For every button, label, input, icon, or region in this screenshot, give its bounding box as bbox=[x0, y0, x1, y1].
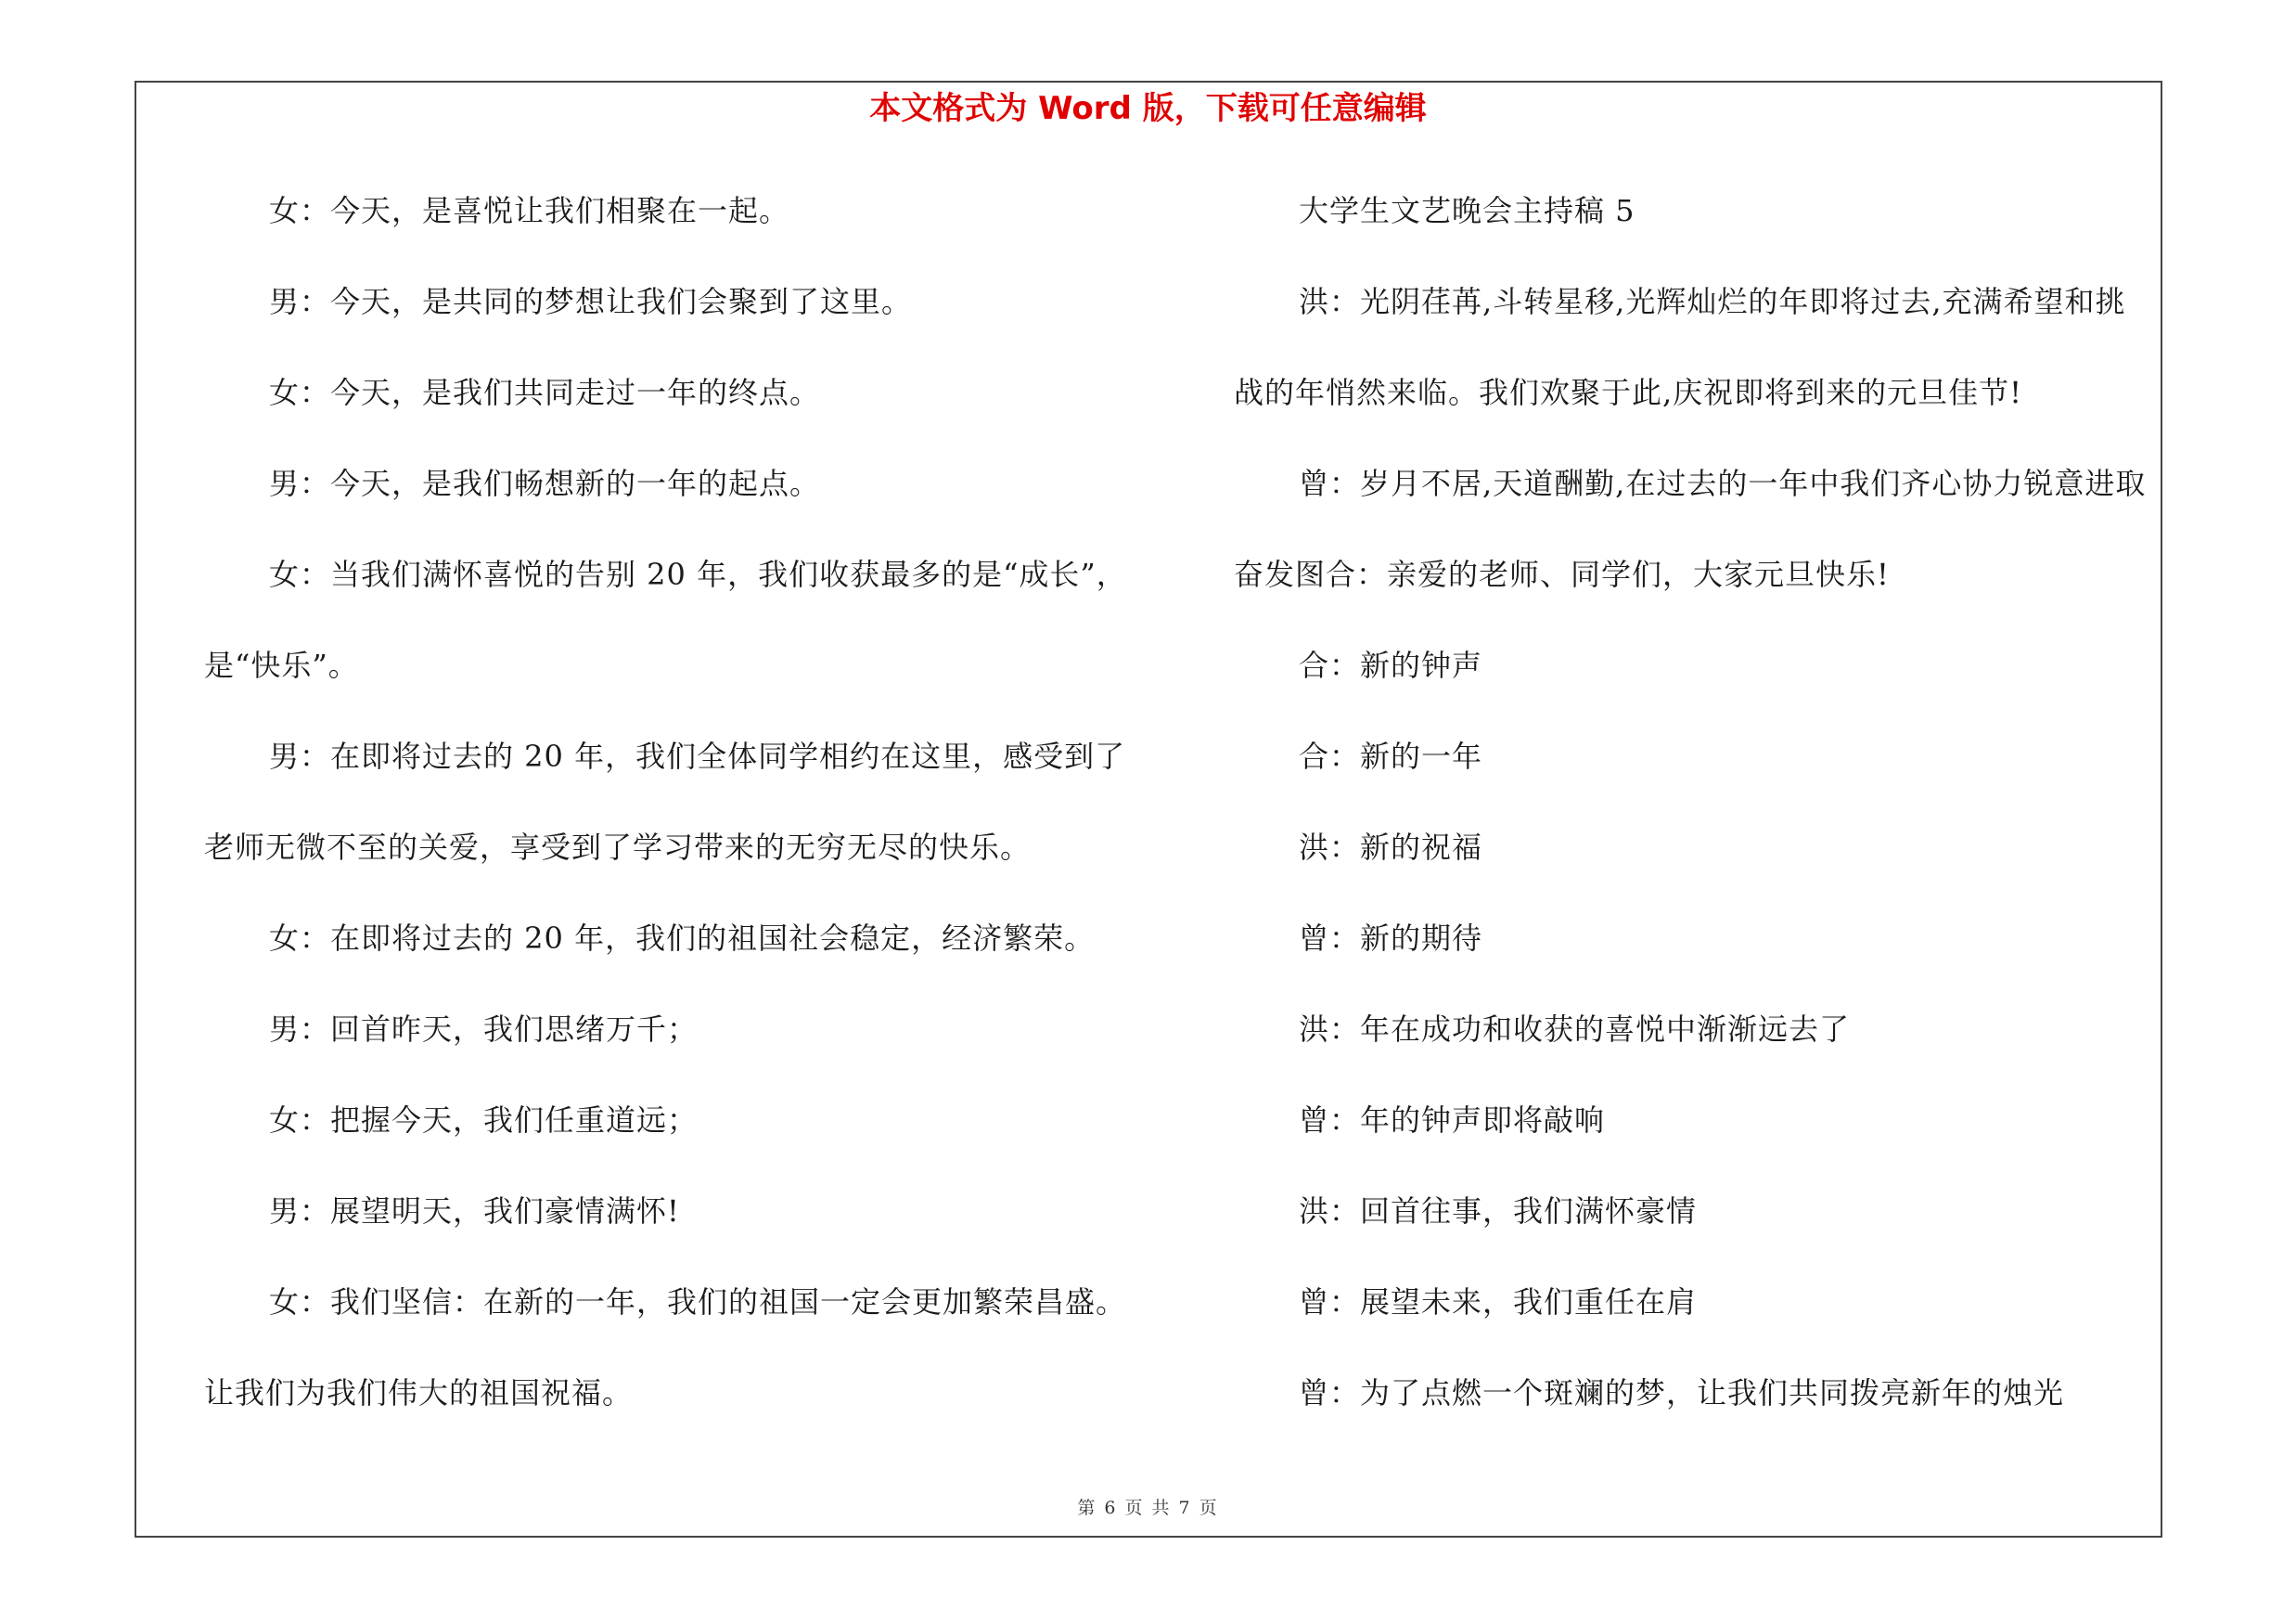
text-line: 洪：光阴荏苒,斗转星移,光辉灿烂的年即将过去,充满希望和挑 bbox=[1299, 284, 2126, 319]
text-line: 女：我们坚信：在新的一年，我们的祖国一定会更加繁荣昌盛。 bbox=[269, 1284, 1127, 1320]
text-line: 曾：年的钟声即将敲响 bbox=[1299, 1102, 1606, 1138]
text-line: 女：今天，是我们共同走过一年的终点。 bbox=[269, 375, 821, 410]
text-line: 曾：岁月不居,天道酬勤,在过去的一年中我们齐心协力锐意进取 bbox=[1299, 466, 2147, 501]
text-line: 女：把握今天，我们任重道远； bbox=[269, 1102, 699, 1138]
text-line: 男：今天，是我们畅想新的一年的起点。 bbox=[269, 466, 821, 501]
text-line: 洪：回首往事，我们满怀豪情 bbox=[1299, 1193, 1698, 1229]
text-line: 老师无微不至的关爱，享受到了学习带来的无穷无尽的快乐。 bbox=[204, 830, 1032, 865]
text-line: 男：在即将过去的 20 年，我们全体同学相约在这里，感受到了 bbox=[269, 739, 1126, 774]
text-line: 曾：新的期待 bbox=[1299, 921, 1483, 956]
left-column bbox=[204, 183, 1150, 1456]
right-column bbox=[1234, 183, 2171, 1456]
text-line: 大学生文艺晚会主持稿 5 bbox=[1299, 193, 1635, 228]
text-line: 是“快乐”。 bbox=[204, 648, 359, 683]
text-line: 合：新的钟声 bbox=[1299, 648, 1483, 683]
text-line: 让我们为我们伟大的祖国祝福。 bbox=[204, 1375, 634, 1410]
text-line: 男：展望明天，我们豪情满怀! bbox=[269, 1193, 680, 1229]
page-number: 第 6 页 共 7 页 bbox=[1077, 1498, 1219, 1518]
text-line: 女：当我们满怀喜悦的告别 20 年，我们收获最多的是“成长”， bbox=[269, 557, 1127, 592]
text-line: 男：回首昨天，我们思绪万千； bbox=[269, 1011, 699, 1047]
text-line: 洪：年在成功和收获的喜悦中渐渐远去了 bbox=[1299, 1011, 1851, 1047]
text-line: 奋发图合：亲爱的老师、同学们，大家元旦快乐! bbox=[1234, 557, 1890, 592]
format-notice-banner: 本文格式为 Word 版，下载可任意编辑 bbox=[869, 90, 1427, 127]
text-line: 合：新的一年 bbox=[1299, 739, 1483, 774]
text-line: 女：在即将过去的 20 年，我们的祖国社会稳定，经济繁荣。 bbox=[269, 921, 1096, 956]
text-line: 曾：展望未来，我们重任在肩 bbox=[1299, 1284, 1698, 1320]
text-line: 女：今天，是喜悦让我们相聚在一起。 bbox=[269, 193, 790, 228]
text-line: 男：今天，是共同的梦想让我们会聚到了这里。 bbox=[269, 284, 913, 319]
text-line: 洪：新的祝福 bbox=[1299, 830, 1483, 865]
text-line: 战的年悄然来临。我们欢聚于此,庆祝即将到来的元旦佳节! bbox=[1234, 375, 2023, 410]
text-line: 曾：为了点燃一个斑斓的梦，让我们共同拨亮新年的烛光 bbox=[1299, 1375, 2065, 1410]
